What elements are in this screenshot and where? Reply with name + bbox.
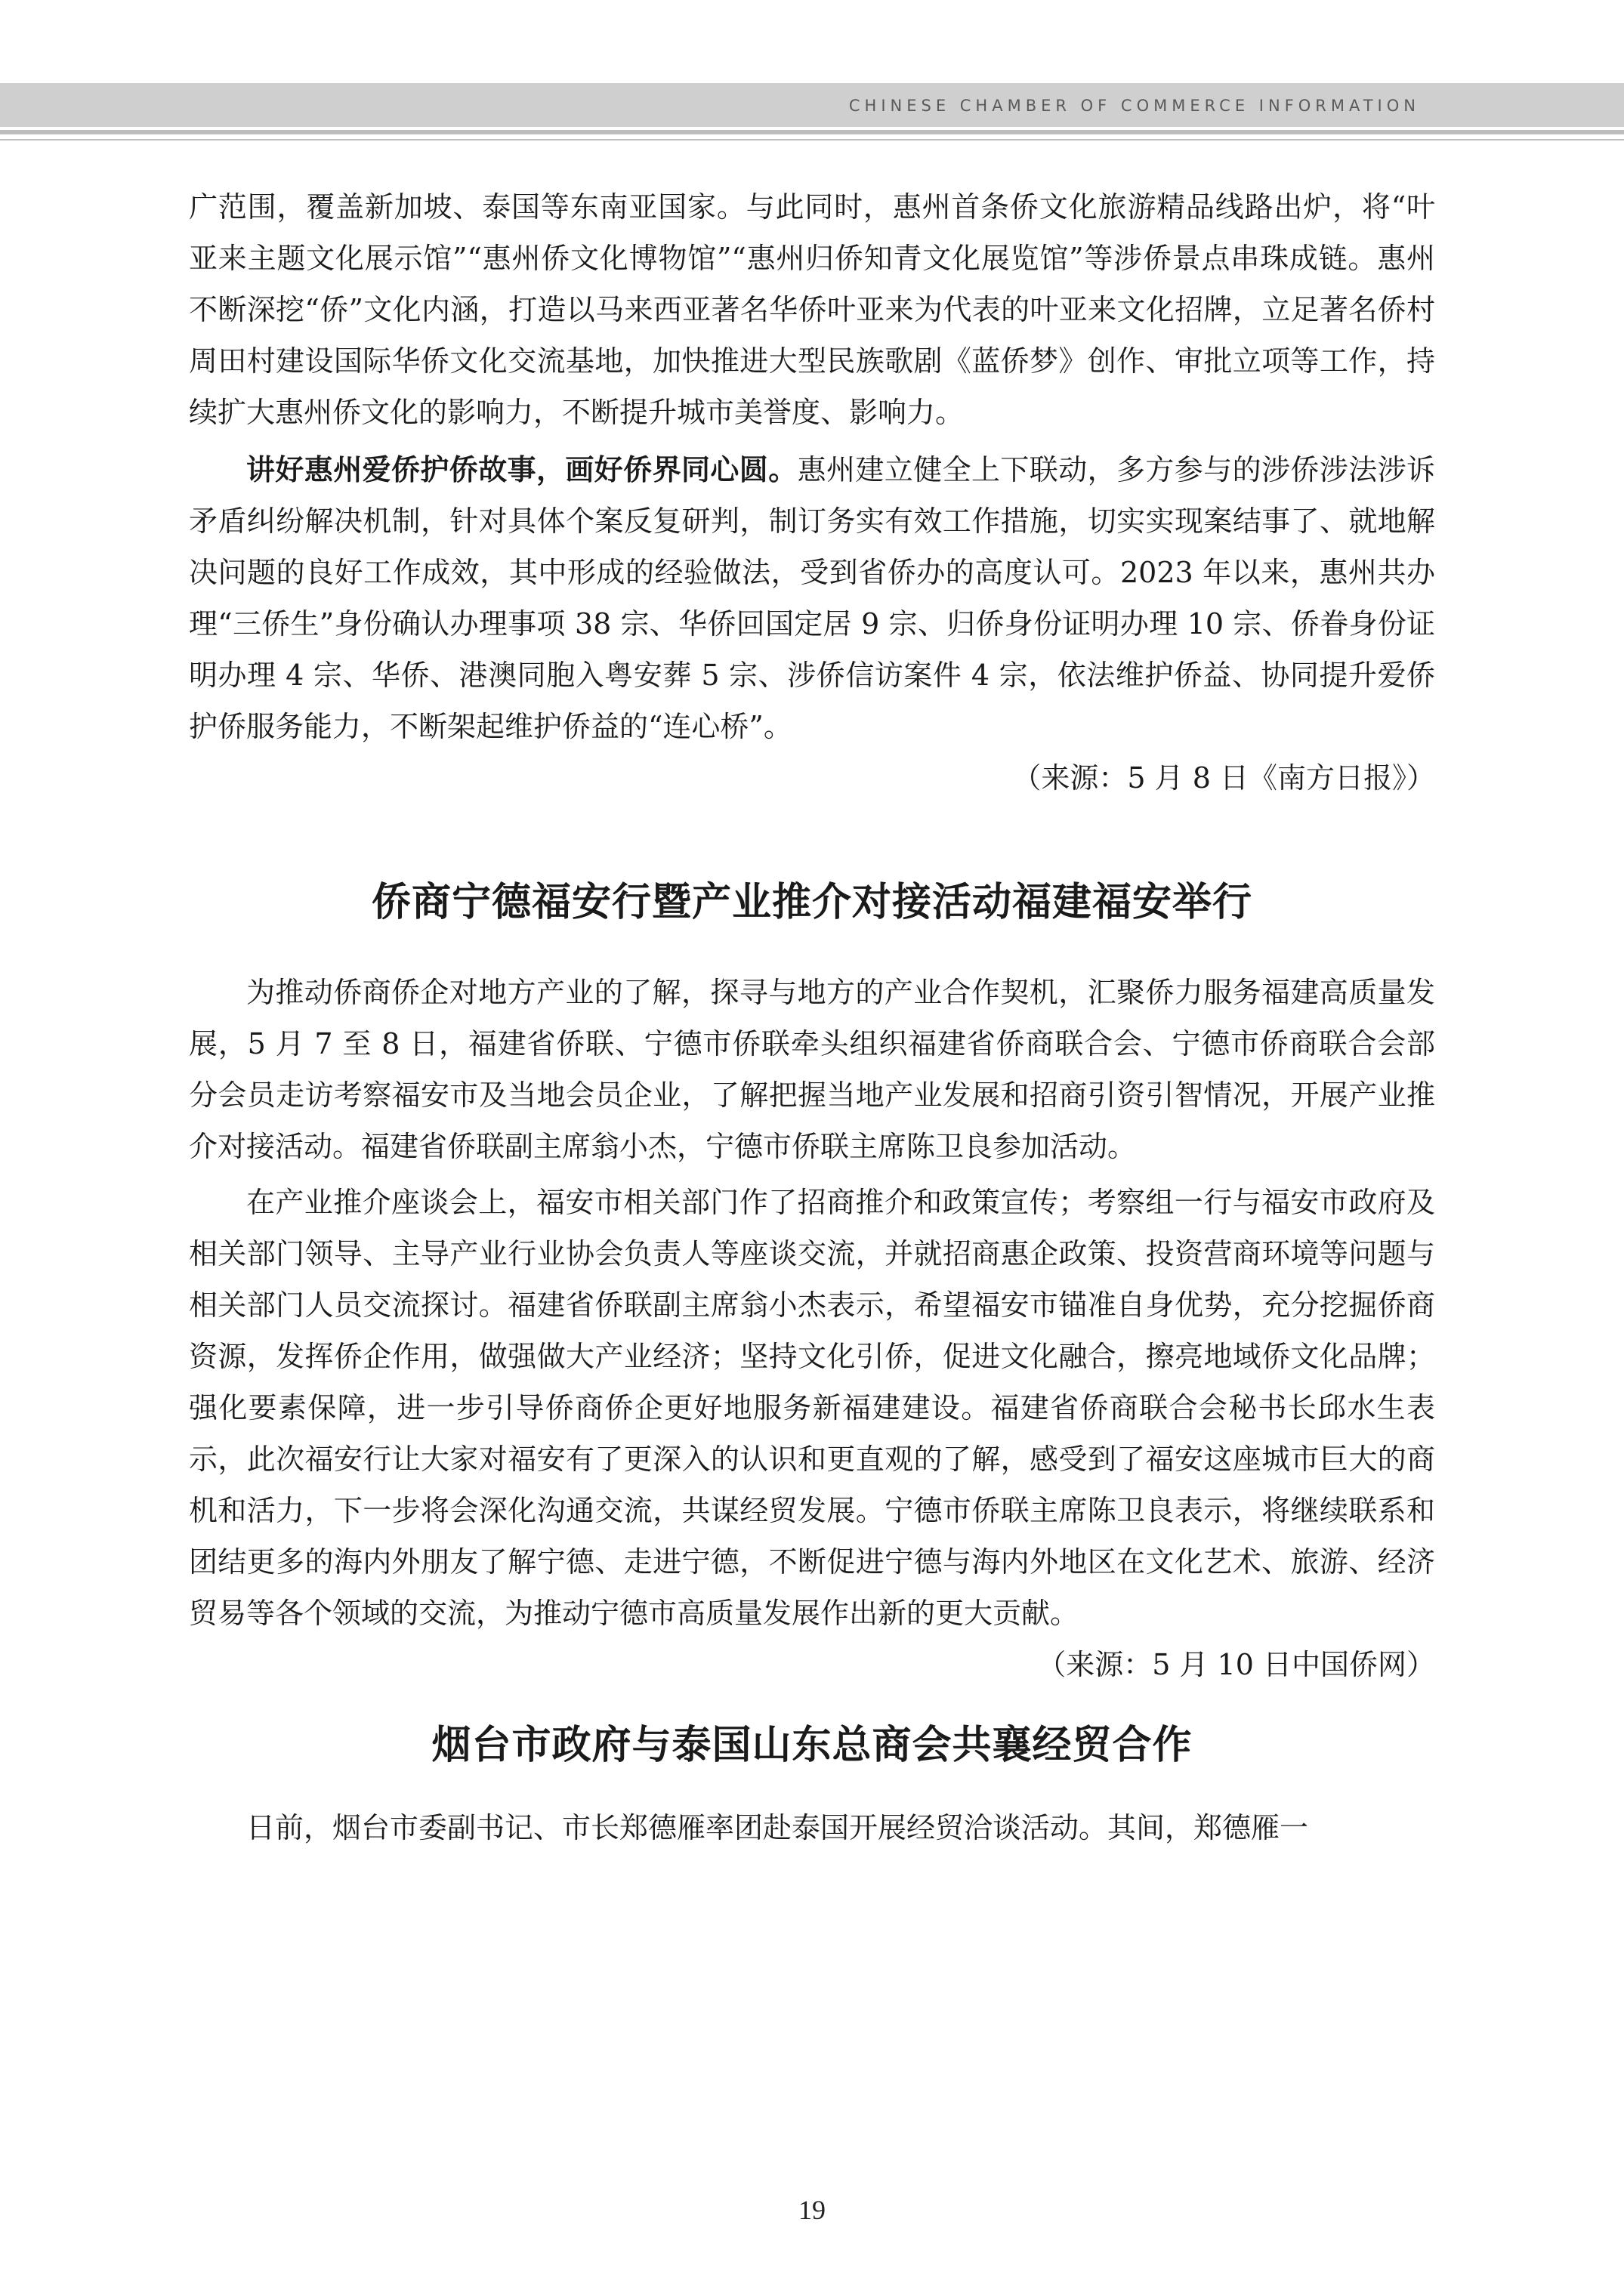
article1-paragraph-2 xyxy=(189,444,1435,752)
article3-paragraph-1: 日前，烟台市委副书记、市长郑德雁率团赴泰国开展经贸洽谈活动。其间，郑德雁一 xyxy=(246,1811,1309,1844)
article1-source: （来源：5 月 8 日《南方日报》） xyxy=(1012,761,1435,795)
running-header: CHINESE CHAMBER OF COMMERCE INFORMATION xyxy=(848,97,1420,115)
article2-paragraph-2 xyxy=(189,1177,1435,1681)
article1-paragraph-1: 广范围，覆盖新加坡、泰国等东南亚国家。与此同时，惠州首条侨文化旅游精品线路出炉，将“叶亚来主题文化展示馆”“惠州侨文化博物馆”“惠州归侨知青文化展览馆”等涉侨景点串珠成链。惠州不断深挖“侨”文化内涵，打造以马来西亚著名华侨叶亚来为代表的叶亚来文化招牌，立足著名侨村周田村建设国际华侨文化交流基地，加快推进大型民族歌剧《蓝侨梦》创作、审批立项等工作，持续扩大惠州侨文化的影响力，不断提升城市美誉度、影响力。 xyxy=(189,190,1435,429)
article3-title: 烟台市政府与泰国山东总商会共襄经贸合作 xyxy=(431,1723,1193,1768)
article2-source: （来源：5 月 10 日中国侨网） xyxy=(1037,1648,1435,1681)
article1-lead-sentence: 讲好惠州爱侨护侨故事，画好侨界同心圆。 xyxy=(246,452,798,486)
article2-title: 侨商宁德福安行暨产业推介对接活动福建福安举行 xyxy=(371,880,1252,925)
article2-paragraph-1: 为推动侨商侨企对地方产业的了解，探寻与地方的产业合作契机，汇聚侨力服务福建高质量发展，5 月 7 至 8 日，福建省侨联、宁德市侨联牵头组织福建省侨商联合会、宁德市侨商联合会部分会员走访考察福安市及当地会员企业，了解把握当地产业发展和招商引资引智情况，开展产业推介对接活动。福建省侨联副主席翁小杰，宁德市侨联主席陈卫良参加活动。 xyxy=(189,976,1435,1163)
page-content xyxy=(189,181,1435,1853)
article2-paragraph-2-text: 在产业推介座谈会上，福安市相关部门作了招商推介和政策宣传；考察组一行与福安市政府及相关部门领导、主导产业行业协会负责人等座谈交流，并就招商惠企政策、投资营商环境等问题与相关部门人员交流探讨。福建省侨联副主席翁小杰表示，希望福安市锚准自身优势，充分挖掘侨商资源，发挥侨企作用，做强做大产业经济；坚持文化引侨，促进文化融合，擦亮地域侨文化品牌；强化要素保障，进一步引导侨商侨企更好地服务新福建建设。福建省侨商联合会秘书长邱水生表示，此次福安行让大家对福安有了更深入的认识和更直观的了解，感受到了福安这座城市巨大的商机和活力，下一步将会深化沟通交流，共谋经贸发展。宁德市侨联主席陈卫良表示，将继续联系和团结更多的海内外朋友了解宁德、走进宁德，不断促进宁德与海内外地区在文化艺术、旅游、经济贸易等各个领域的交流，为推动宁德市高质量发展作出新的更大贡献。 xyxy=(189,1186,1435,1630)
header-rule xyxy=(0,130,1624,134)
header-rule-thin xyxy=(0,139,1624,140)
page-number: 19 xyxy=(798,2195,826,2225)
article1-paragraph-2-body: 惠州建立健全上下联动，多方参与的涉侨涉法涉诉矛盾纠纷解决机制，针对具体个案反复研判，制订务实有效工作措施，切实实现案结事了、就地解决问题的良好工作成效，其中形成的经验做法，受到省侨办的高度认可。2023 年以来，惠州共办理“三侨生”身份确认办理事项 38 宗、华侨回国定居 9 宗、归侨身份证明办理 10 宗、侨眷身份证明办理 4 宗、华侨、港澳同胞入粤安葬 5 宗、涉侨信访案件 4 宗，依法维护侨益、协同提升爱侨护侨服务能力，不断架起维护侨益的“连心桥”。 xyxy=(189,453,1435,743)
